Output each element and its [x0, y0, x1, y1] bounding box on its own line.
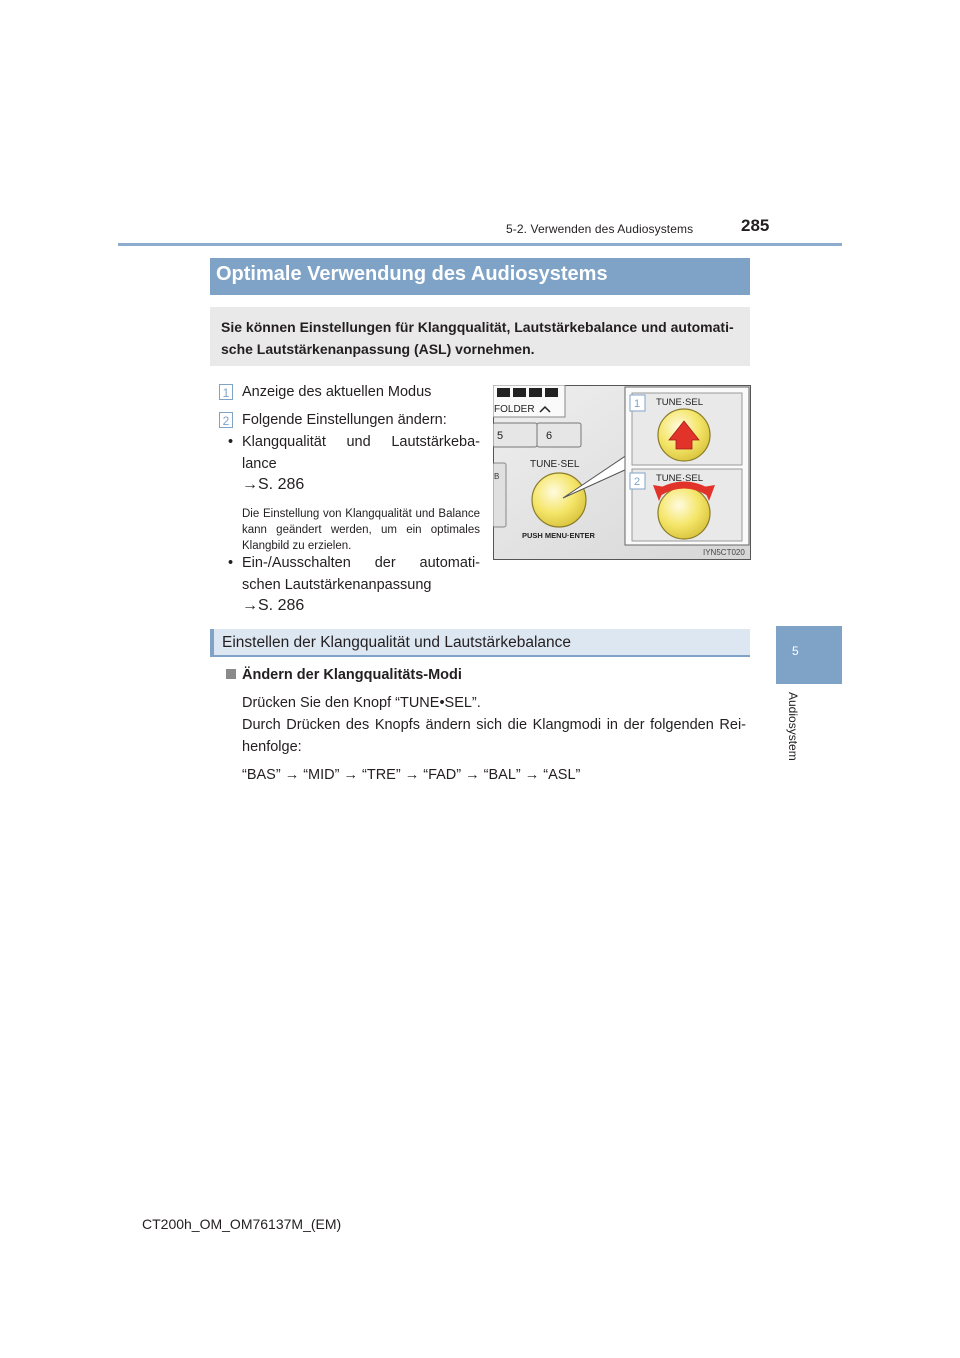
svg-text:2: 2: [634, 476, 641, 488]
chapter-number: 5: [792, 644, 799, 658]
tune-sel-label: TUNE·SEL: [530, 459, 580, 470]
chapter-label: Audiosystem: [786, 692, 800, 761]
subheading: Ändern der Klangqualitäts-Modi: [226, 664, 462, 686]
intro-text: Sie können Einstellungen für Klangqualität, Lautstärkebalance und automati-sche Lautstärkenanpassung (ASL) vornehmen.: [221, 319, 734, 357]
svg-text:5: 5: [497, 430, 504, 442]
paragraph-2a: Durch Drücken des Knopfs ändern sich die Klangmodi in der folgenden Rei-: [242, 717, 746, 733]
bullet-dot: •: [228, 434, 234, 450]
paragraph-1: Drücken Sie den Knopf “TUNE•SEL”.: [242, 695, 481, 711]
arrow-icon: →: [242, 597, 258, 614]
preset-button-6: [537, 423, 581, 447]
bullet-1-line1: Klangqualität und Lautstärkeba-: [242, 434, 480, 450]
item-text-1: Anzeige des aktuellen Modus: [242, 384, 432, 400]
folder-label: FOLDER: [494, 404, 535, 415]
push-menu-enter-label: PUSH MENU·ENTER: [522, 531, 595, 540]
figure-code: IYN5CT020: [703, 548, 745, 557]
knob-turn-illustration: [658, 487, 710, 539]
svg-text:TUNE·SEL: TUNE·SEL: [656, 473, 703, 484]
item-text-2: Folgende Einstellungen ändern:: [242, 412, 447, 428]
arrow-icon: →: [242, 476, 258, 493]
note-text: Die Einstellung von Klangqualität und Balance kann geändert werden, um ein optimales Klangbild zu erzielen.: [242, 508, 480, 552]
paragraph-2b: henfolge:: [242, 739, 302, 755]
display-segment: [545, 388, 558, 397]
bullet-1-line2: lance: [242, 456, 277, 472]
item-number-2: 2: [219, 412, 233, 428]
chapter-tab: [776, 626, 842, 684]
audio-control-illustration: [493, 385, 751, 560]
mode-sequence: “BAS” → “MID” → “TRE” → “FAD” → “BAL” → “ASL”: [242, 767, 581, 783]
subsection-bar: [210, 629, 750, 657]
svg-text:1: 1: [634, 398, 641, 410]
footer-code: CT200h_OM_OM76137M_(EM): [142, 1216, 342, 1232]
section-title: Optimale Verwendung des Audiosystems: [216, 263, 608, 285]
svg-text:TUNE·SEL: TUNE·SEL: [656, 397, 703, 408]
display-segment: [497, 388, 510, 397]
display-segment: [529, 388, 542, 397]
bullet-1-ref: →S. 286: [242, 476, 305, 493]
running-header-section: 5-2. Verwenden des Audiosystems: [506, 222, 694, 236]
svg-text:6: 6: [546, 430, 553, 442]
bullet-dot: •: [228, 555, 234, 571]
item-number-1: 1: [219, 384, 233, 400]
bullet-2-ref: →S. 286: [242, 597, 305, 614]
display-segment: [513, 388, 526, 397]
intro-box: [210, 307, 750, 366]
bullet-2-line2: schen Lautstärkenanpassung: [242, 577, 432, 593]
bullet-2-line1: Ein-/Ausschalten der automati-: [242, 555, 480, 571]
subsection-title: Einstellen der Klangqualität und Lautstärkebalance: [222, 634, 571, 651]
square-bullet-icon: [226, 669, 236, 679]
section-title-bar: [210, 258, 750, 295]
header-rule: [118, 243, 842, 246]
svg-text:B: B: [494, 472, 500, 481]
tune-sel-knob: [532, 473, 586, 527]
page-number: 285: [741, 216, 770, 235]
